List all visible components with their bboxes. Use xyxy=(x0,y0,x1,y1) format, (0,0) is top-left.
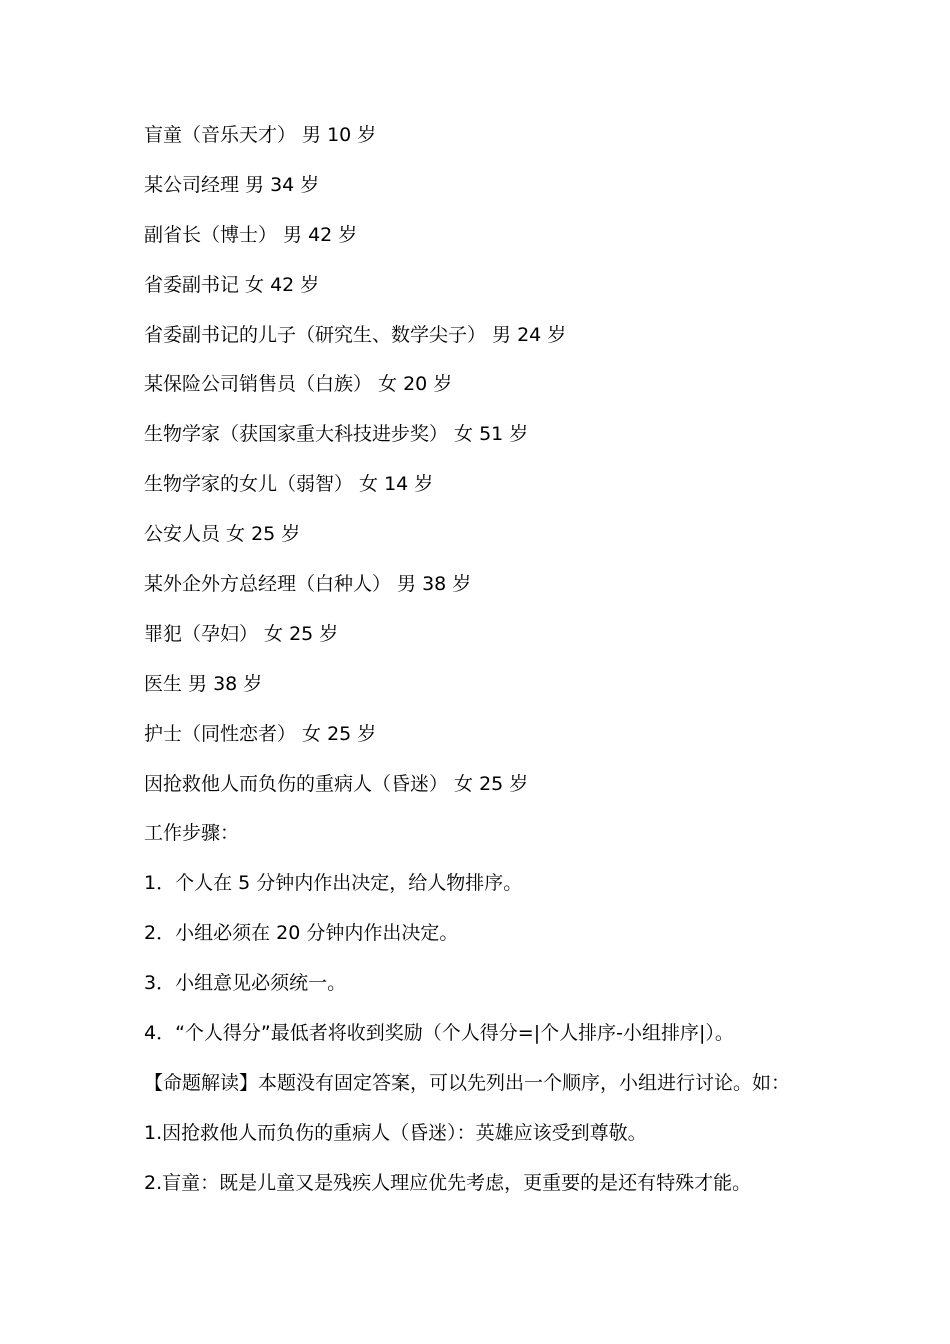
list-item: 医生 男 38 岁 xyxy=(144,672,263,695)
list-item: 省委副书记的儿子（研究生、数学尖子） 男 24 岁 xyxy=(144,323,567,346)
list-item: 公安人员 女 25 岁 xyxy=(144,523,301,546)
analysis-item: 1.因抢救他人而负伤的重病人（昏迷）：英雄应该受到尊敬。 xyxy=(144,1121,647,1144)
step-item: 2．小组必须在 20 分钟内作出决定。 xyxy=(144,922,459,945)
list-item: 某外企外方总经理（白种人） 男 38 岁 xyxy=(144,573,472,596)
list-item: 副省长（博士） 男 42 岁 xyxy=(144,223,358,246)
analysis-item: 2.盲童：既是儿童又是残疾人理应优先考虑，更重要的是还有特殊才能。 xyxy=(144,1171,752,1194)
list-item: 盲童（音乐天才） 男 10 岁 xyxy=(144,124,377,146)
analysis-paragraph: 【命题解读】本题没有固定答案，可以先列出一个顺序，小组进行讨论。如： xyxy=(144,1071,791,1094)
list-item: 护士（同性恋者） 女 25 岁 xyxy=(144,722,377,745)
list-item: 生物学家（获国家重大科技进步奖） 女 51 岁 xyxy=(144,423,529,446)
document-body xyxy=(144,118,904,1216)
section-heading: 工作步骤： xyxy=(144,822,240,845)
step-item: 1．个人在 5 分钟内作出决定，给人物排序。 xyxy=(144,872,523,895)
list-item: 某保险公司销售员（白族） 女 20 岁 xyxy=(144,373,453,396)
step-item: 3．小组意见必须统一。 xyxy=(144,972,347,995)
list-item: 某公司经理 男 34 岁 xyxy=(144,173,320,196)
list-item: 省委副书记 女 42 岁 xyxy=(144,273,320,296)
list-item: 罪犯（孕妇） 女 25 岁 xyxy=(144,622,339,645)
step-item: 4．“个人得分”最低者将收到奖励（个人得分=|个人排序-小组排序|）。 xyxy=(144,1022,734,1045)
list-item: 因抢救他人而负伤的重病人（昏迷） 女 25 岁 xyxy=(144,772,529,795)
list-item: 生物学家的女儿（弱智） 女 14 岁 xyxy=(144,473,434,496)
